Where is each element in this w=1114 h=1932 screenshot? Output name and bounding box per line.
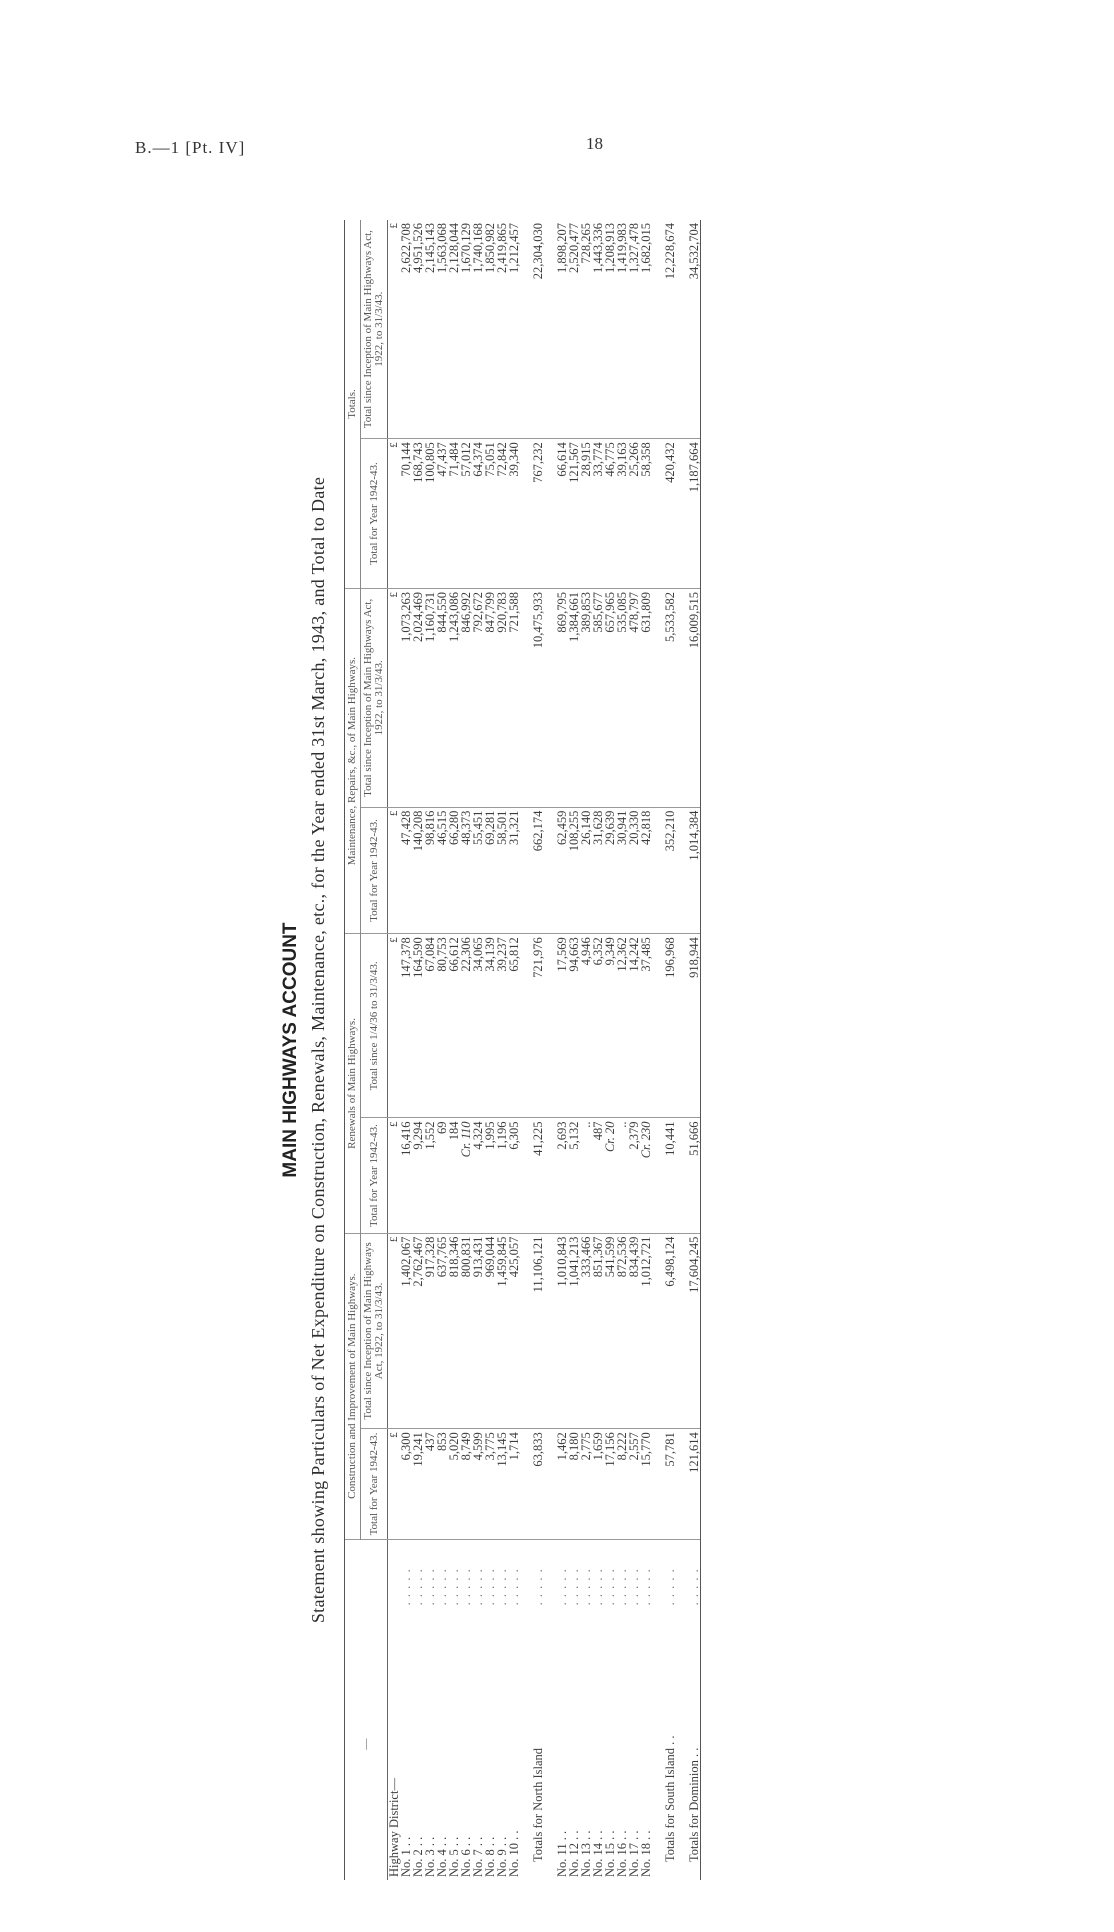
cell-c3: Cr. 230 <box>640 1118 652 1233</box>
cell-c6: 1,073,263 <box>400 588 412 807</box>
leader-dots: . . . . . <box>483 1568 497 1606</box>
statement-subtitle: Statement showing Particulars of Net Expenditure on Construction, Renewals, Maintenance, etc., for the Year ended 31st March, 1943, and Total to Date <box>308 476 328 1624</box>
row-label: No. 9 . . <box>495 1836 509 1877</box>
cell-c1: 5,020 <box>448 1429 460 1540</box>
cell-c4: 22,306 <box>460 934 472 1118</box>
cell-c4: 17,569 <box>556 934 568 1118</box>
leader-dots: . . . . . <box>459 1568 473 1606</box>
cell-c3: .. <box>580 1118 592 1233</box>
total-row <box>664 220 676 1880</box>
cell-c6: 478,797 <box>628 588 640 807</box>
cell-c8: 2,520,477 <box>568 220 580 439</box>
cell-c1: 8,222 <box>616 1429 628 1540</box>
group-header-maintenance: Maintenance, Repairs, &c., of Main Highways. <box>345 588 361 933</box>
currency-symbol: £ <box>388 220 401 439</box>
leader-dots: . . . . . <box>567 1568 581 1606</box>
cell-c4: 4,946 <box>580 934 592 1118</box>
cell-c6: 721,588 <box>508 588 520 807</box>
cell-c7: 420,432 <box>664 439 676 589</box>
cell-c6: 869,795 <box>556 588 568 807</box>
col-header-maintenance-year: Total for Year 1942-43. <box>361 807 388 934</box>
row-label: No. 10 . . <box>507 1830 521 1877</box>
cell-c5: 42,818 <box>640 807 652 934</box>
cell-c3: 4,324 <box>472 1118 484 1233</box>
cell-c1: 121,614 <box>688 1429 701 1540</box>
cell-c3: 487 <box>592 1118 604 1233</box>
currency-symbol: £ <box>388 934 401 1118</box>
cell-c8: 22,304,030 <box>532 220 544 439</box>
row-label: No. 14 . . <box>591 1830 605 1877</box>
south-island-total <box>664 220 676 1880</box>
cell-c3: 2,693 <box>556 1118 568 1233</box>
cell-c4: 65,812 <box>508 934 520 1118</box>
cell-c5: 98,816 <box>424 807 436 934</box>
cell-c3: 2,379 <box>628 1118 640 1233</box>
cell-c7: 75,051 <box>484 439 496 589</box>
cell-c4: 721,976 <box>532 934 544 1118</box>
cell-c7: 100,805 <box>424 439 436 589</box>
leader-dots: . . . . . <box>471 1568 485 1606</box>
cell-c7: 58,358 <box>640 439 652 589</box>
cell-c2: 11,106,121 <box>532 1233 544 1429</box>
cell-c7: 57,012 <box>460 439 472 589</box>
col-header-renewals-since: Total since 1/4/36 to 31/3/43. <box>361 934 388 1118</box>
cell-c8: 728,265 <box>580 220 592 439</box>
cell-c2: 6,498,124 <box>664 1233 676 1429</box>
cell-c6: 16,009,515 <box>688 588 701 807</box>
currency-symbol: £ <box>388 1233 401 1429</box>
cell-c1: 57,781 <box>664 1429 676 1540</box>
cell-c1: 1,714 <box>508 1429 520 1540</box>
cell-c2: 913,431 <box>472 1233 484 1429</box>
cell-c1: 17,156 <box>604 1429 616 1540</box>
table-row <box>508 220 520 1880</box>
cell-c4: 66,612 <box>448 934 460 1118</box>
cell-c6: 389,853 <box>580 588 592 807</box>
leader-dots: . . . . . <box>579 1568 593 1606</box>
cell-c4: 34,065 <box>472 934 484 1118</box>
row-label: No. 15 . . <box>603 1830 617 1877</box>
cell-c2: 872,536 <box>616 1233 628 1429</box>
cell-c8: 1,740,168 <box>472 220 484 439</box>
cell-c5: 662,174 <box>532 807 544 934</box>
group-header-construction: Construction and Improvement of Main Highways. <box>345 1233 361 1539</box>
expenditure-table <box>344 220 701 1880</box>
cell-c5: 352,210 <box>664 807 676 934</box>
cell-c8: 2,419,865 <box>496 220 508 439</box>
cell-c7: 72,842 <box>496 439 508 589</box>
cell-c6: 792,672 <box>472 588 484 807</box>
cell-c3: Cr. 20 <box>604 1118 616 1233</box>
cell-c4: 147,378 <box>400 934 412 1118</box>
cell-c7: 39,340 <box>508 439 520 589</box>
cell-c8: 12,228,674 <box>664 220 676 439</box>
cell-c4: 12,362 <box>616 934 628 1118</box>
page-reference: B.—1 [Pt. IV] <box>135 138 246 157</box>
cell-c1: 15,770 <box>640 1429 652 1540</box>
cell-c3: 51,666 <box>688 1118 701 1233</box>
cell-c7: 46,775 <box>604 439 616 589</box>
rotated-statement <box>280 220 940 1880</box>
cell-c3: 16,416 <box>400 1118 412 1233</box>
leader-dots: . . . . . <box>639 1568 653 1606</box>
row-label: No. 13 . . <box>579 1830 593 1877</box>
cell-c2: 333,466 <box>580 1233 592 1429</box>
currency-symbol: £ <box>388 1118 401 1233</box>
cell-c4: 67,084 <box>424 934 436 1118</box>
cell-c7: 70,144 <box>400 439 412 589</box>
cell-c1: 2,557 <box>628 1429 640 1540</box>
cell-c2: 425,057 <box>508 1233 520 1429</box>
cell-c8: 1,682,015 <box>640 220 652 439</box>
cell-c6: 847,799 <box>484 588 496 807</box>
cell-c7: 39,163 <box>616 439 628 589</box>
col-header-totals-since: Total since Inception of Main Highways Act, 1922, to 31/3/43. <box>361 220 388 439</box>
cell-c4: 37,485 <box>640 934 652 1118</box>
page-number: 18 <box>586 134 603 153</box>
row-label: No. 18 . . <box>639 1830 653 1877</box>
leader-dots: . . . . . <box>688 1539 701 1608</box>
leader-dots: . . . . . <box>591 1568 605 1606</box>
cell-c5: 66,280 <box>448 807 460 934</box>
cell-c6: 846,992 <box>460 588 472 807</box>
currency-symbol: £ <box>388 588 401 807</box>
leader-dots: . . . . . <box>411 1568 425 1606</box>
cell-c1: 3,775 <box>484 1429 496 1540</box>
cell-c5: 47,428 <box>400 807 412 934</box>
cell-c1: 2,775 <box>580 1429 592 1540</box>
cell-c7: 1,187,664 <box>688 439 701 589</box>
cell-c5: 46,515 <box>436 807 448 934</box>
cell-c2: 851,367 <box>592 1233 604 1429</box>
leader-dots: . . . . . <box>447 1568 461 1606</box>
row-label: Totals for North Island <box>531 1747 545 1862</box>
cell-c5: 26,140 <box>580 807 592 934</box>
leader-dots: . . . . . <box>663 1568 677 1606</box>
cell-c3: 10,441 <box>664 1118 676 1233</box>
cell-c4: 9,349 <box>604 934 616 1118</box>
table-row <box>640 220 652 1880</box>
leader-dots: . . . . . <box>531 1568 545 1606</box>
col-header-totals-year: Total for Year 1942-43. <box>361 439 388 589</box>
cell-c1: 1,462 <box>556 1429 568 1540</box>
cell-c2: 1,402,067 <box>400 1233 412 1429</box>
row-label: No. 7 . . <box>471 1836 485 1877</box>
cell-c2: 2,762,467 <box>412 1233 424 1429</box>
cell-c4: 94,663 <box>568 934 580 1118</box>
cell-c2: 969,044 <box>484 1233 496 1429</box>
leader-dots: . . . . . <box>507 1568 521 1606</box>
cell-c2: 637,765 <box>436 1233 448 1429</box>
col-header-maintenance-since: Total since Inception of Main Highways Act, 1922, to 31/3/43. <box>361 588 388 807</box>
row-label: No. 1 . . <box>399 1836 413 1877</box>
cell-c8: 1,208,913 <box>604 220 616 439</box>
cell-c5: 1,014,384 <box>688 807 701 934</box>
cell-c7: 33,774 <box>592 439 604 589</box>
cell-c3: Cr. 110 <box>460 1118 472 1233</box>
cell-c8: 1,850,982 <box>484 220 496 439</box>
cell-c6: 1,384,661 <box>568 588 580 807</box>
leader-dots: . . . . . <box>603 1568 617 1606</box>
cell-c6: 657,965 <box>604 588 616 807</box>
row-label: No. 16 . . <box>615 1830 629 1877</box>
row-label: No. 4 . . <box>435 1836 449 1877</box>
cell-c1: 8,180 <box>568 1429 580 1540</box>
currency-symbol: £ <box>388 807 401 934</box>
row-label: Totals for Dominion . . <box>688 1608 701 1880</box>
row-label: Totals for South Island . . <box>663 1735 677 1862</box>
cell-c5: 108,255 <box>568 807 580 934</box>
cell-c2: 1,459,845 <box>496 1233 508 1429</box>
page-title: MAIN HIGHWAYS ACCOUNT <box>280 922 301 1178</box>
cell-c6: 920,783 <box>496 588 508 807</box>
cell-c4: 80,753 <box>436 934 448 1118</box>
cell-c1: 13,145 <box>496 1429 508 1540</box>
cell-c1: 853 <box>436 1429 448 1540</box>
cell-c6: 10,475,933 <box>532 588 544 807</box>
cell-c7: 71,484 <box>448 439 460 589</box>
cell-c1: 4,599 <box>472 1429 484 1540</box>
cell-c7: 25,266 <box>628 439 640 589</box>
cell-c6: 631,809 <box>640 588 652 807</box>
cell-c7: 28,915 <box>580 439 592 589</box>
cell-c4: 196,968 <box>664 934 676 1118</box>
cell-c4: 918,944 <box>688 934 701 1118</box>
row-label: No. 5 . . <box>447 1836 461 1877</box>
north-island-rows <box>400 220 520 1880</box>
cell-c6: 1,160,731 <box>424 588 436 807</box>
leader-dots: . . . . . <box>435 1568 449 1606</box>
cell-c8: 2,145,143 <box>424 220 436 439</box>
row-label: No. 11 . . <box>555 1830 569 1877</box>
total-row <box>532 220 544 1880</box>
cell-c1: 63,833 <box>532 1429 544 1540</box>
cell-c5: 55,451 <box>472 807 484 934</box>
cell-c4: 164,590 <box>412 934 424 1118</box>
total-row <box>688 220 701 1880</box>
cell-c5: 31,628 <box>592 807 604 934</box>
cell-c8: 4,951,526 <box>412 220 424 439</box>
cell-c5: 69,281 <box>484 807 496 934</box>
cell-c7: 121,567 <box>568 439 580 589</box>
cell-c5: 140,208 <box>412 807 424 934</box>
cell-c8: 1,327,478 <box>628 220 640 439</box>
cell-c2: 1,010,843 <box>556 1233 568 1429</box>
cell-c8: 1,670,129 <box>460 220 472 439</box>
cell-c6: 535,085 <box>616 588 628 807</box>
cell-c3: 1,196 <box>496 1118 508 1233</box>
cell-c7: 66,614 <box>556 439 568 589</box>
cell-c8: 1,212,457 <box>508 220 520 439</box>
cell-c4: 34,139 <box>484 934 496 1118</box>
cell-c6: 844,550 <box>436 588 448 807</box>
row-label: No. 8 . . <box>483 1836 497 1877</box>
cell-c7: 64,374 <box>472 439 484 589</box>
cell-c2: 17,604,245 <box>688 1233 701 1429</box>
cell-c6: 2,024,469 <box>412 588 424 807</box>
leader-dots: . . . . . <box>495 1568 509 1606</box>
cell-c2: 818,346 <box>448 1233 460 1429</box>
cell-c8: 2,128,044 <box>448 220 460 439</box>
leader-dots: . . . . . <box>615 1568 629 1606</box>
col-header-construction-since: Total since Inception of Main Highways Act, 1922, to 31/3/43. <box>361 1233 388 1429</box>
currency-symbol: £ <box>388 439 401 589</box>
cell-c3: 41,225 <box>532 1118 544 1233</box>
cell-c3: 184 <box>448 1118 460 1233</box>
cell-c3: 6,305 <box>508 1118 520 1233</box>
cell-c2: 1,041,213 <box>568 1233 580 1429</box>
cell-c4: 14,242 <box>628 934 640 1118</box>
cell-c2: 1,012,721 <box>640 1233 652 1429</box>
row-label: No. 6 . . <box>459 1836 473 1877</box>
cell-c3: 1,995 <box>484 1118 496 1233</box>
cell-c5: 30,941 <box>616 807 628 934</box>
leader-dots: . . . . . <box>627 1568 641 1606</box>
cell-c8: 1,443,336 <box>592 220 604 439</box>
cell-c5: 62,459 <box>556 807 568 934</box>
dominion-total <box>688 220 701 1880</box>
cell-c8: 1,563,068 <box>436 220 448 439</box>
leader-dots: . . . . . <box>555 1568 569 1606</box>
row-label: No. 17 . . <box>627 1830 641 1877</box>
district-heading: Highway District— <box>387 1778 401 1877</box>
group-header-totals: Totals. <box>345 220 361 588</box>
cell-c4: 39,237 <box>496 934 508 1118</box>
cell-c7: 168,743 <box>412 439 424 589</box>
leader-dots: . . . . . <box>423 1568 437 1606</box>
cell-c8: 1,898,207 <box>556 220 568 439</box>
leader-dots: . . . . . <box>399 1568 413 1606</box>
cell-c1: 6,300 <box>400 1429 412 1540</box>
north-island-total <box>532 220 544 1880</box>
cell-c2: 541,599 <box>604 1233 616 1429</box>
row-label: No. 2 . . <box>411 1836 425 1877</box>
stub-header: — <box>345 1608 388 1880</box>
cell-c6: 1,243,086 <box>448 588 460 807</box>
row-label: No. 3 . . <box>423 1836 437 1877</box>
cell-c3: 5,132 <box>568 1118 580 1233</box>
cell-c5: 20,330 <box>628 807 640 934</box>
cell-c1: 8,749 <box>460 1429 472 1540</box>
cell-c1: 1,659 <box>592 1429 604 1540</box>
cell-c2: 834,439 <box>628 1233 640 1429</box>
cell-c3: 1,552 <box>424 1118 436 1233</box>
group-header-renewals: Renewals of Main Highways. <box>345 934 361 1233</box>
cell-c5: 48,373 <box>460 807 472 934</box>
cell-c3: 69 <box>436 1118 448 1233</box>
cell-c8: 2,622,708 <box>400 220 412 439</box>
col-header-construction-year: Total for Year 1942-43. <box>361 1429 388 1540</box>
cell-c6: 5,533,582 <box>664 588 676 807</box>
cell-c7: 767,232 <box>532 439 544 589</box>
cell-c5: 29,639 <box>604 807 616 934</box>
cell-c7: 47,437 <box>436 439 448 589</box>
cell-c2: 917,328 <box>424 1233 436 1429</box>
cell-c8: 1,419,983 <box>616 220 628 439</box>
cell-c6: 585,677 <box>592 588 604 807</box>
cell-c8: 34,532,704 <box>688 220 701 439</box>
currency-symbol: £ <box>388 1429 401 1540</box>
south-island-rows <box>556 220 652 1880</box>
cell-c3: .. <box>616 1118 628 1233</box>
cell-c4: 6,352 <box>592 934 604 1118</box>
cell-c1: 437 <box>424 1429 436 1540</box>
cell-c5: 58,501 <box>496 807 508 934</box>
cell-c5: 31,321 <box>508 807 520 934</box>
cell-c3: 9,294 <box>412 1118 424 1233</box>
col-header-renewals-year: Total for Year 1942-43. <box>361 1118 388 1233</box>
cell-c1: 19,241 <box>412 1429 424 1540</box>
cell-c2: 800,831 <box>460 1233 472 1429</box>
row-label: No. 12 . . <box>567 1830 581 1877</box>
